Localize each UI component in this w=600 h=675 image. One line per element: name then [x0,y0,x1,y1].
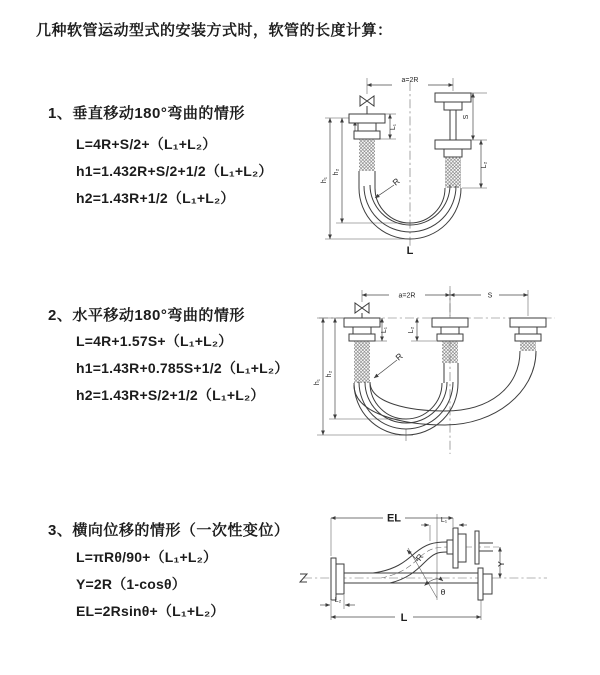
fixed-end-fitting [349,114,385,171]
extension-lines [317,290,528,435]
section-3-formula-EL: EL=2Rsinθ+（L₁+L₂） [76,603,225,619]
leader-R [374,360,397,378]
section-1-formula-h1: h1=1.432R+S/2+1/2（L₁+L₂） [76,163,273,179]
valve-icon [355,303,369,318]
dim-label-L2: L₂ [334,597,342,604]
dim-label-h2: h₂ [326,370,333,378]
dim-label-S: S [463,114,470,120]
dim-label-a2R: a=2R [401,77,419,84]
section-2-formula-L: L=4R+1.57S+（L₁+L₂） [76,333,233,349]
section-3-heading: 3、横向位移的情形（一次性变位） [48,522,290,539]
dim-label-h1: h₁ [314,378,321,386]
dim-label-L1: L₁ [390,123,397,131]
dim-label-L1: L₁ [440,517,448,524]
left-flange [331,558,344,600]
section-3-formula-L: L=πRθ/90+（L₁+L₂） [76,549,218,565]
dim-label-S: S [487,292,493,300]
section-2-formula-h1: h1=1.43R+0.785S+1/2（L₁+L₂） [76,360,289,376]
diagram-lateral-displacement [295,500,595,655]
dim-label-Y: Y [496,561,506,567]
section-1-formula-h2: h2=1.43R+1/2（L₁+L₂） [76,190,235,206]
section-2-heading: 2、水平移动180°弯曲的情形 [48,307,245,324]
radius-label-R: R [390,175,402,188]
straight-pipe-original-position [344,568,492,600]
dim-label-L2: L₂ [408,326,415,334]
page-title: 几种软管运动型式的安装方式时，软管的长度计算： [36,22,393,39]
dim-label-EL: EL [386,512,402,525]
section-1-heading: 1、垂直移动180°弯曲的情形 [48,105,245,122]
length-label-L: L [400,612,408,624]
length-label-L: L [406,245,414,257]
dim-label-L1: L₁ [381,326,388,334]
dim-label-L2: L₂ [481,161,488,169]
dimension-lines [320,518,500,617]
moving-end-position-1 [432,318,468,363]
leader-R [375,185,394,198]
dim-label-h2: h₂ [333,168,340,176]
moving-end-fitting [435,93,471,188]
diagram-vertical-180-bend [305,68,585,260]
fixed-end-fitting [344,318,380,383]
upper-right-flange [447,528,493,568]
dimension-lines [323,292,528,435]
section-2-formula-h2: h2=1.43R+S/2+1/2（L₁+L₂） [76,387,265,403]
diagram-horizontal-180-bend [305,282,595,468]
moving-end-position-2 [510,318,546,351]
valve-icon [360,96,374,114]
radius-label-R: R [393,350,405,363]
radius-label-R: R [413,551,426,563]
section-3-formula-Y: Y=2R（1-cosθ） [76,576,186,592]
section-1-formula-L: L=4R+S/2+（L₁+L₂） [76,136,217,152]
dim-label-a2R: a=2R [398,292,416,300]
angle-label-theta: θ [440,587,446,597]
dim-label-h1: h₁ [321,176,328,184]
